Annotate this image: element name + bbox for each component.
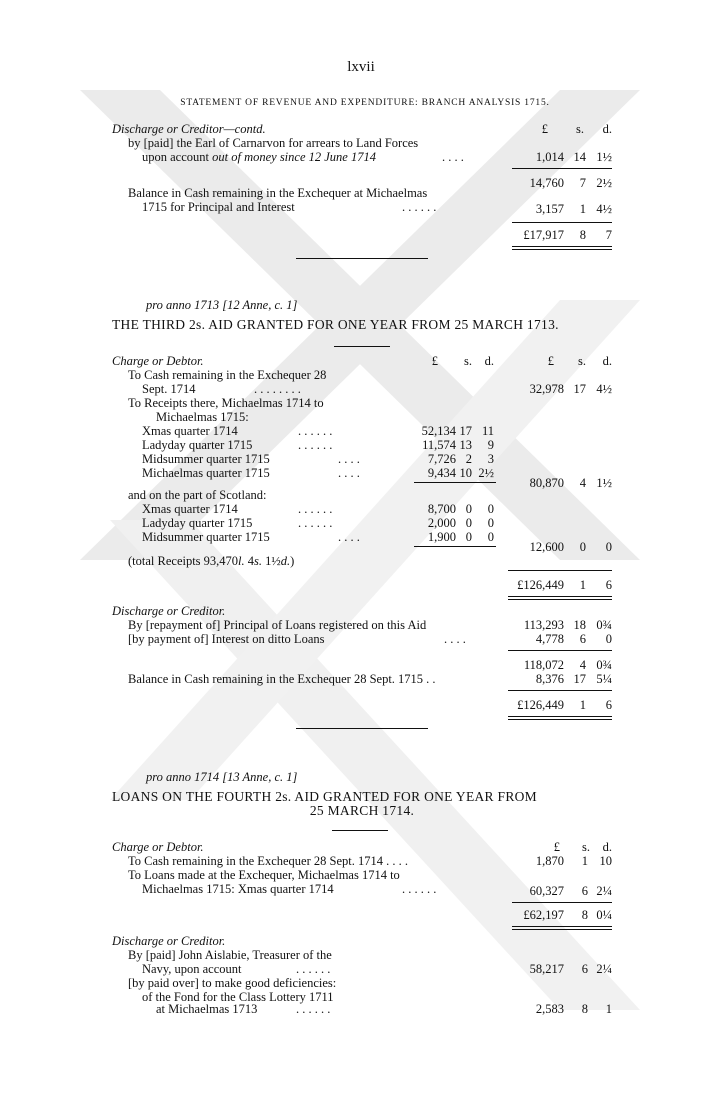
- item-pounds: 7,726: [427, 452, 456, 466]
- s3-c1-pence: 10: [599, 854, 612, 868]
- item-shillings: 0: [465, 530, 472, 544]
- s2-d2-pounds: 4,778: [535, 632, 564, 646]
- s2-bal-pence: 5¼: [596, 672, 612, 686]
- s1-line2-dots: . . . .: [442, 150, 464, 164]
- s3-discharge-heading: Discharge or Creditor.: [112, 934, 226, 948]
- s1-bal-pounds: 3,157: [535, 202, 564, 216]
- s2-anno: pro anno 1713 [12 Anne, c. 1]: [146, 298, 298, 312]
- s2-total2-shillings: 1: [579, 698, 586, 712]
- s2-d2-shillings: 6: [579, 632, 586, 646]
- s2-charge-2b: Michaelmas 1715:: [156, 410, 249, 424]
- s3-d2-pence: 1: [605, 1002, 612, 1016]
- s1-sub-pounds: 14,760: [529, 176, 564, 190]
- s3-col-pence: d.: [602, 840, 612, 854]
- item-shillings: 17: [459, 424, 472, 438]
- s2-total2-pence: 6: [605, 698, 612, 712]
- s2-c1-shillings: 17: [573, 382, 586, 396]
- s1-sub-pence: 2½: [596, 176, 612, 190]
- s2-total-double-rule: [508, 596, 612, 600]
- s3-d2-shillings: 8: [581, 1002, 588, 1016]
- item-pence: 0: [487, 530, 494, 544]
- s3-discharge-1a: By [paid] John Aislabie, Treasurer of the: [128, 948, 332, 962]
- item-pence: 0: [487, 516, 494, 530]
- s1-total-double-rule: [512, 246, 612, 250]
- s1-total-pounds: £17,917: [523, 228, 564, 242]
- s3-d2-pounds: 2,583: [535, 1002, 564, 1016]
- s2-bal-shillings: 17: [573, 672, 586, 686]
- s3-discharge-1b: Navy, upon account: [142, 962, 242, 976]
- s1-bal-pence: 4½: [596, 202, 612, 216]
- s3-c2-pounds: 60,327: [529, 884, 564, 898]
- s3-total-double-rule: [512, 926, 612, 930]
- s1-col-pence: d.: [602, 122, 612, 136]
- list-item: Ladyday quarter 1715: [142, 516, 253, 530]
- s2-charge-heading: Charge or Debtor.: [112, 354, 204, 368]
- s2-d1-pence: 0¾: [596, 618, 612, 632]
- s2-inner-rule-2: [414, 546, 496, 547]
- s2-inner-col-pence: d.: [484, 354, 494, 368]
- item-shillings: 13: [459, 438, 472, 452]
- s2-total-shillings: 1: [579, 578, 586, 592]
- s2-d1-pounds: 113,293: [523, 618, 564, 632]
- s2-title: THE THIRD 2s. AID GRANTED FOR ONE YEAR FROM 25 MARCH 1713.: [112, 317, 559, 332]
- item-pence: 11: [481, 424, 494, 438]
- s2-col-pence: d.: [602, 354, 612, 368]
- s2-balance: Balance in Cash remaining in the Exchequer 28 Sept. 1715 . .: [128, 672, 436, 686]
- s2-charge-2a: To Receipts there, Michaelmas 1714 to: [128, 396, 324, 410]
- s3-total-pence: 0¼: [596, 908, 612, 922]
- leader-dots: . . . . . .: [298, 516, 333, 530]
- s3-col-pounds: £: [553, 840, 560, 854]
- item-pounds: 52,134: [421, 424, 456, 438]
- s2-total2-pounds: £126,449: [517, 698, 564, 712]
- s2-discharge-heading: Discharge or Creditor.: [112, 604, 226, 618]
- s2-sum2-pence: 0: [605, 540, 612, 554]
- item-shillings: 0: [465, 516, 472, 530]
- s3-discharge-2-dots: . . . . . .: [296, 1002, 331, 1016]
- s2-charge-1b: Sept. 1714: [142, 382, 196, 396]
- s1-balance-line1: Balance in Cash remaining in the Exchequer at Michaelmas: [128, 186, 428, 200]
- list-item: Midsummer quarter 1715: [142, 452, 270, 466]
- s2-dsub-shillings: 4: [579, 658, 586, 672]
- item-pounds: 8,700: [427, 502, 456, 516]
- s1-line1: by [paid] the Earl of Carnarvon for arrears to Land Forces: [128, 136, 419, 150]
- s3-discharge-2b: of the Fond for the Class Lottery 1711: [142, 990, 334, 1004]
- s3-discharge-2c: at Michaelmas 1713: [156, 1002, 258, 1016]
- item-pounds: 9,434: [427, 466, 456, 480]
- s2-charge-1-dots: . . . . . . . .: [254, 382, 301, 396]
- s2-bal-pounds: 8,376: [535, 672, 564, 686]
- s2-sum1-shillings: 4: [579, 476, 586, 490]
- section-divider: [296, 258, 428, 259]
- s1-balance-line2: 1715 for Principal and Interest: [142, 200, 295, 214]
- s3-charge-2a: To Loans made at the Exchequer, Michaelmas 1714 to: [128, 868, 400, 882]
- s2-rule-total: [508, 570, 612, 571]
- s3-d1-pounds: 58,217: [529, 962, 564, 976]
- s1-v1-shillings: 14: [573, 150, 586, 164]
- s2-c1-pounds: 32,978: [529, 382, 564, 396]
- item-pence: 3: [487, 452, 494, 466]
- s2-rule-dsub: [508, 650, 612, 651]
- s3-charge-heading: Charge or Debtor.: [112, 840, 204, 854]
- s1-col-pounds: £: [541, 122, 548, 136]
- item-shillings: 10: [459, 466, 472, 480]
- s3-title-line1: LOANS ON THE FOURTH 2s. AID GRANTED FOR ONE YEAR FROM: [112, 789, 537, 804]
- s3-c2-shillings: 6: [581, 884, 588, 898]
- item-shillings: 0: [465, 502, 472, 516]
- s2-discharge-2-dots: . . . .: [444, 632, 466, 646]
- s3-col-shillings: s.: [582, 840, 590, 854]
- list-item: Midsummer quarter 1715: [142, 530, 270, 544]
- s2-total2-double-rule: [508, 716, 612, 720]
- leader-dots: . . . . . .: [298, 424, 333, 438]
- item-pounds: 11,574: [422, 438, 456, 452]
- list-item: Michaelmas quarter 1715: [142, 466, 270, 480]
- s2-total-pence: 6: [605, 578, 612, 592]
- s3-charge-2b: Michaelmas 1715: Xmas quarter 1714: [142, 882, 334, 896]
- s2-charge-1a: To Cash remaining in the Exchequer 28: [128, 368, 327, 382]
- list-item: Xmas quarter 1714: [142, 502, 238, 516]
- leader-dots: . . . . . .: [298, 502, 333, 516]
- list-item: Xmas quarter 1714: [142, 424, 238, 438]
- s2-inner-col-shillings: s.: [464, 354, 472, 368]
- s2-scotland-heading: and on the part of Scotland:: [128, 488, 267, 502]
- s3-charge-1: To Cash remaining in the Exchequer 28 Sept. 1714 . . . .: [128, 854, 408, 868]
- s1-total-pence: 7: [605, 228, 612, 242]
- item-pounds: 2,000: [427, 516, 456, 530]
- s3-total-pounds: £62,197: [523, 908, 564, 922]
- s2-title-rule: [334, 346, 390, 347]
- s2-sum1-pence: 1½: [596, 476, 612, 490]
- s1-line2: upon account out of money since 12 June 1714: [142, 150, 376, 164]
- s3-title-line2: 25 MARCH 1714.: [309, 803, 415, 818]
- s1-sub-shillings: 7: [579, 176, 586, 190]
- item-pounds: 1,900: [427, 530, 456, 544]
- s2-c1-pence: 4½: [596, 382, 612, 396]
- s3-discharge-2a: [by paid over] to make good deficiencies:: [128, 976, 337, 990]
- s3-c1-shillings: 1: [581, 854, 588, 868]
- s2-d1-shillings: 18: [573, 618, 586, 632]
- s2-dsub-pence: 0¾: [596, 658, 612, 672]
- s2-rule-total2: [508, 690, 612, 691]
- s2-inner-col-pounds: £: [431, 354, 438, 368]
- s1-rule-total: [512, 222, 612, 223]
- s2-discharge-1: By [repayment of] Principal of Loans registered on this Aid: [128, 618, 427, 632]
- leader-dots: . . . .: [338, 466, 360, 480]
- section-divider: [296, 728, 428, 729]
- s3-anno: pro anno 1714 [13 Anne, c. 1]: [146, 770, 298, 784]
- leader-dots: . . . .: [338, 530, 360, 544]
- s3-title-rule: [332, 830, 388, 831]
- running-head: STATEMENT OF REVENUE AND EXPENDITURE: BRANCH ANALYSIS 1715.: [180, 98, 550, 108]
- s3-c2-pence: 2¼: [596, 884, 612, 898]
- s3-d1-shillings: 6: [581, 962, 588, 976]
- item-pence: 2½: [478, 466, 494, 480]
- leader-dots: . . . . . .: [298, 438, 333, 452]
- s2-col-pounds: £: [547, 354, 554, 368]
- s1-rule-sub: [512, 168, 612, 169]
- s2-inner-rule-1: [414, 482, 496, 483]
- s2-col-shillings: s.: [578, 354, 586, 368]
- item-shillings: 2: [465, 452, 472, 466]
- s2-d2-pence: 0: [605, 632, 612, 646]
- s1-v1-pence: 1½: [596, 150, 612, 164]
- s2-total-receipts-note: (total Receipts 93,470l. 4s. 1½d.): [128, 554, 295, 568]
- s3-total-shillings: 8: [581, 908, 588, 922]
- s3-rule-total: [512, 902, 612, 903]
- s3-discharge-1-dots: . . . . . .: [296, 962, 331, 976]
- s1-v1-pounds: 1,014: [535, 150, 564, 164]
- s3-charge-2-dots: . . . . . .: [402, 882, 437, 896]
- s2-sum2-shillings: 0: [579, 540, 586, 554]
- s2-discharge-2: [by payment of] Interest on ditto Loans: [128, 632, 325, 646]
- s3-d1-pence: 2¼: [596, 962, 612, 976]
- item-pence: 9: [487, 438, 494, 452]
- leader-dots: . . . .: [338, 452, 360, 466]
- s3-c1-pounds: 1,870: [535, 854, 564, 868]
- page-number: lxvii: [347, 59, 375, 75]
- list-item: Ladyday quarter 1715: [142, 438, 253, 452]
- s2-sum1-pounds: 80,870: [529, 476, 564, 490]
- s1-total-shillings: 8: [579, 228, 586, 242]
- s1-col-shillings: s.: [576, 122, 584, 136]
- item-pence: 0: [487, 502, 494, 516]
- s2-total-pounds: £126,449: [517, 578, 564, 592]
- s1-heading: Discharge or Creditor—contd.: [112, 122, 266, 136]
- s1-balance-dots: . . . . . .: [402, 200, 437, 214]
- s2-dsub-pounds: 118,072: [523, 658, 564, 672]
- s1-bal-shillings: 1: [579, 202, 586, 216]
- s2-sum2-pounds: 12,600: [529, 540, 564, 554]
